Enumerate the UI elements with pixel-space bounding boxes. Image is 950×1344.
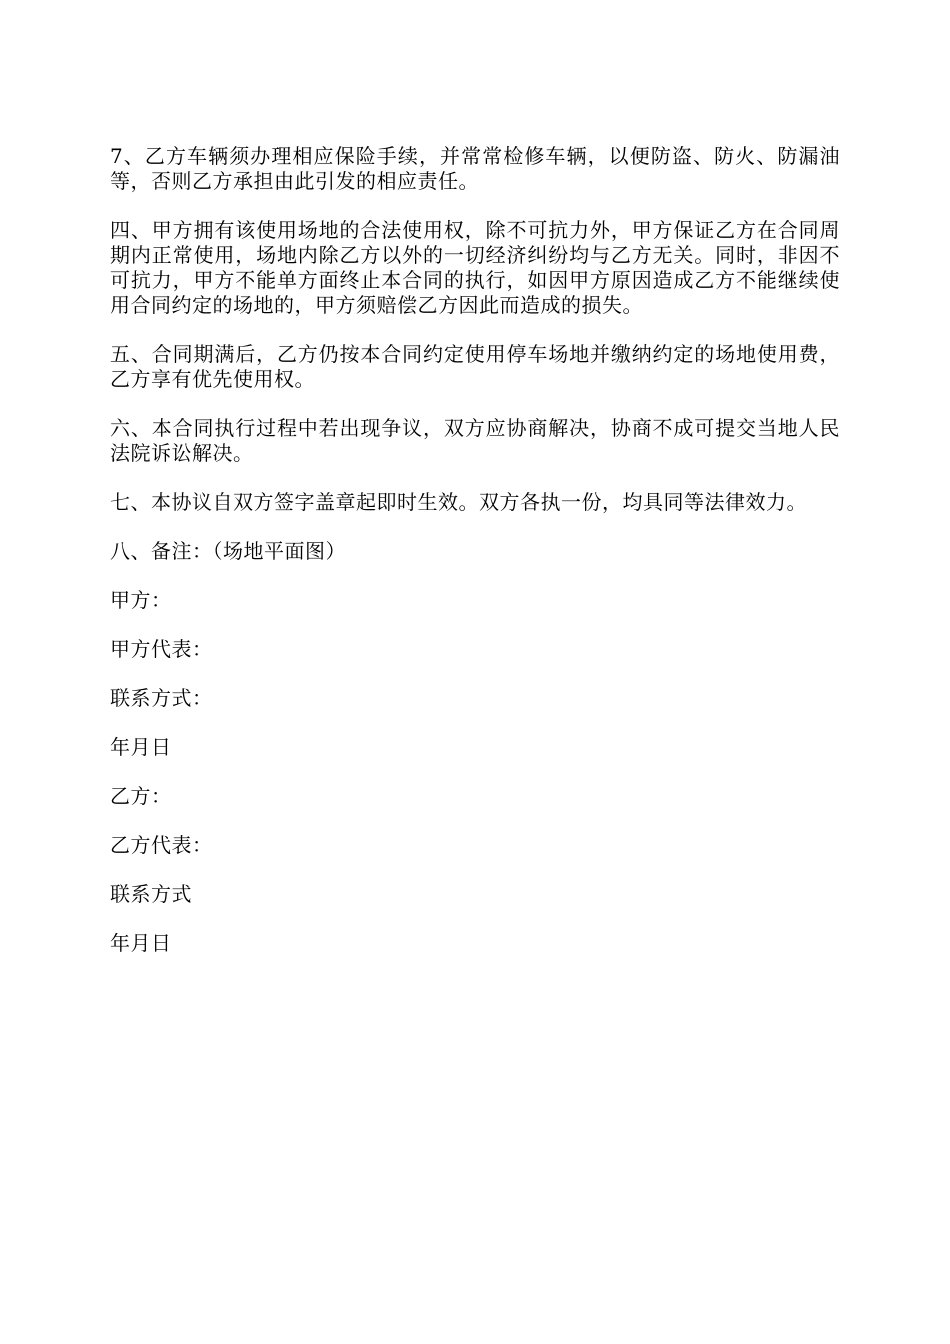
party-a-contact-label: 联系方式： (110, 686, 213, 710)
clause-4-site-rights: 四、甲方拥有该使用场地的合法使用权，除不可抗力外，甲方保证乙方在合同周期内正常使用，场地内除乙方以外的一切经济纠纷均与乙方无关。同时，非因不可抗力，甲方不能单方面终止本合同的执行，如因甲方原因造成乙方不能继续使用合同约定的场地的，甲方须赔偿乙方因此而造成的损失。 (110, 218, 840, 317)
party-a-label: 甲方： (110, 588, 172, 612)
clause-8-remark: 八、备注：（场地平面图） (110, 539, 346, 563)
party-a-date-label: 年月日 (110, 735, 172, 759)
clause-6-disputes: 六、本合同执行过程中若出现争议，双方应协商解决，协商不成可提交当地人民法院诉讼解决。 (110, 416, 840, 465)
clause-7-insurance: 7、乙方车辆须办理相应保险手续，并常常检修车辆，以便防盗、防火、防漏油等，否则乙方承担由此引发的相应责任。 (110, 144, 840, 193)
clause-5-renewal: 五、合同期满后，乙方仍按本合同约定使用停车场地并缴纳约定的场地使用费，乙方享有优先使用权。 (110, 342, 840, 391)
document-body (110, 144, 840, 980)
party-b-date-label: 年月日 (110, 931, 172, 955)
party-b-contact-label: 联系方式 (110, 882, 192, 906)
party-b-label: 乙方： (110, 784, 172, 808)
party-a-representative-label: 甲方代表： (110, 637, 213, 661)
clause-7-effect: 七、本协议自双方签字盖章起即时生效。双方各执一份，均具同等法律效力。 (110, 490, 807, 514)
party-b-representative-label: 乙方代表： (110, 833, 213, 857)
